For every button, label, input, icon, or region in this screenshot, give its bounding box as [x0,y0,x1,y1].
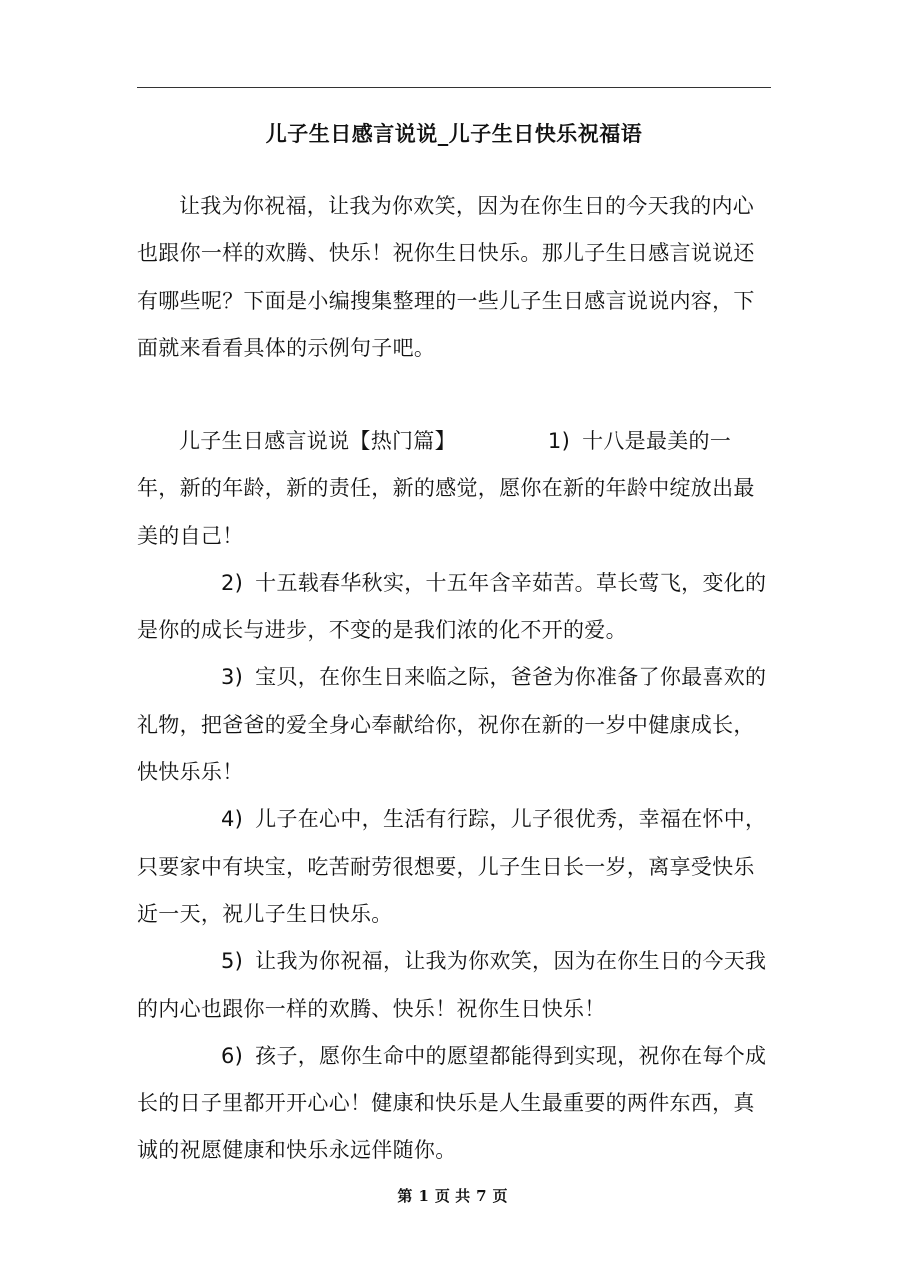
item-number: 4) [221,807,244,832]
footer-prefix: 第 [397,1187,413,1205]
item-number: 5) [221,949,244,974]
intro-paragraph: 让我为你祝福，让我为你欢笑，因为在你生日的今天我的内心也跟你一样的欢腾、快乐！祝你生日快乐。那儿子生日感言说说还有哪些呢？下面是小编搜集整理的一些儿子生日感言说说内容，下面就来看看具体的示例句子吧。 [137,194,755,360]
footer-suffix: 页 [492,1187,508,1205]
item-text: 十八是最美的一年，新的年龄，新的责任，新的感觉，愿你在新的年龄中绽放出最美的自己！ [137,429,755,548]
footer-total-pages: 7 [476,1187,487,1205]
item-text: 十五载春华秋实，十五年含辛茹苦。草长莺飞，变化的是你的成长与进步，不变的是我们浓的化不开的爱。 [137,570,767,643]
item-number: 3) [221,665,244,690]
page-footer [0,1184,905,1208]
footer-middle: 页 共 [434,1187,471,1205]
greetings-list [137,418,771,1175]
page-title: 儿子生日感言说说_儿子生日快乐祝福语 [265,122,643,146]
item-number: 2) [221,570,244,595]
item-number: 6) [221,1043,244,1068]
item-text: 孩子，愿你生命中的愿望都能得到实现，祝你在每个成长的日子里都开开心心！健康和快乐是人生最重要的两件东西，真诚的祝愿健康和快乐永远伴随你。 [137,1043,767,1163]
list-item [137,418,771,560]
list-item [137,796,771,938]
list-item [137,1033,771,1175]
list-item [137,560,771,655]
item-number: 1) [547,429,571,453]
item-text: 儿子在心中，生活有行踪，儿子很优秀，幸福在怀中，只要家中有块宝，吃苦耐劳很想要，儿子生日长一岁，离享受快乐近一天，祝儿子生日快乐。 [137,807,767,926]
header-divider [137,87,771,88]
footer-page-number: 1 [418,1187,429,1205]
item-text: 宝贝，在你生日来临之际，爸爸为你准备了你最喜欢的礼物，把爸爸的爱全身心奉献给你，祝你在新的一岁中健康成长，快快乐乐！ [137,665,767,785]
list-item [137,938,771,1033]
item-text: 让我为你祝福，让我为你欢笑，因为在你生日的今天我的内心也跟你一样的欢腾、快乐！祝你生日快乐！ [137,949,767,1021]
section-heading: 儿子生日感言说说【热门篇】 [179,429,456,453]
list-item [137,654,771,796]
